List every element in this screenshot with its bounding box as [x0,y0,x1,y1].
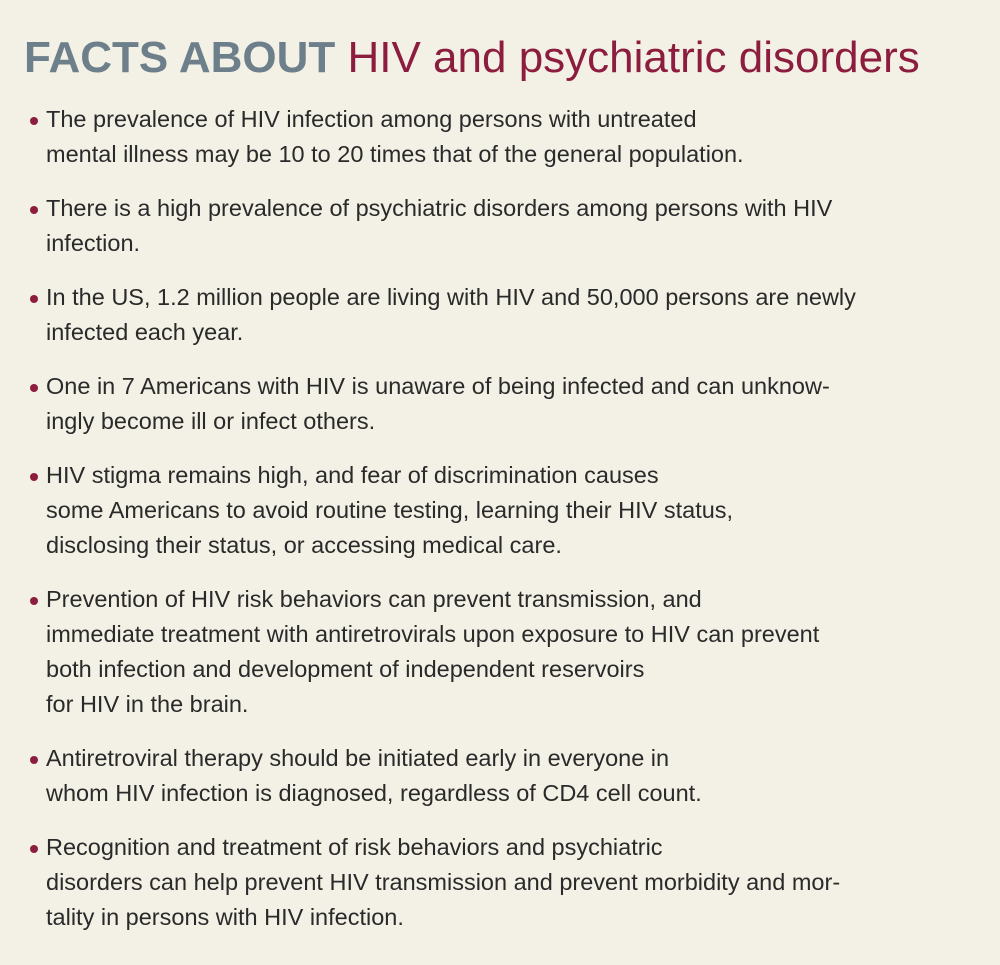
fact-text-line: for HIV in the brain. [46,691,249,717]
fact-item [24,191,980,261]
bullet-icon [30,206,38,214]
fact-item [24,369,980,439]
fact-text-line: ingly become ill or infect others. [46,408,376,434]
fact-text-line: The prevalence of HIV infection among persons with untreated [46,106,697,132]
fact-text-line: There is a high prevalence of psychiatric disorders among persons with HIV [46,195,833,221]
fact-text-line: One in 7 Americans with HIV is unaware of being infected and can unknow- [46,373,830,399]
bullet-icon [30,845,38,853]
fact-item [24,741,980,811]
fact-text-line: In the US, 1.2 million people are living with HIV and 50,000 persons are newly [46,284,856,310]
fact-text-line: whom HIV infection is diagnosed, regardless of CD4 cell count. [46,780,702,806]
title-lead: FACTS ABOUT [24,33,336,82]
bullet-icon [30,597,38,605]
fact-text-line: both infection and development of independent reservoirs [46,656,645,682]
fact-item [24,458,980,563]
fact-item [24,102,980,172]
fact-text-line: infection. [46,230,141,256]
bullet-icon [30,295,38,303]
fact-text-line: some Americans to avoid routine testing, learning their HIV status, [46,497,734,523]
fact-text-line: immediate treatment with antiretrovirals upon exposure to HIV can prevent [46,621,820,647]
fact-item [24,830,980,935]
fact-text-line: mental illness may be 10 to 20 times that of the general population. [46,141,744,167]
fact-text-line: tality in persons with HIV infection. [46,904,404,930]
bullet-icon [30,473,38,481]
fact-item [24,280,980,350]
title-topic: HIV and psychiatric disorders [347,33,920,82]
bullet-icon [30,384,38,392]
fact-text-line: Antiretroviral therapy should be initiated early in everyone in [46,745,670,771]
facts-list [24,102,980,935]
fact-text-line: disorders can help prevent HIV transmission and prevent morbidity and mor- [46,869,841,895]
bullet-icon [30,756,38,764]
fact-text-line: infected each year. [46,319,244,345]
page-title [24,30,980,86]
fact-text-line: Recognition and treatment of risk behaviors and psychiatric [46,834,663,860]
fact-text-line: Prevention of HIV risk behaviors can prevent transmission, and [46,586,702,612]
fact-text-line: disclosing their status, or accessing medical care. [46,532,562,558]
bullet-icon [30,117,38,125]
fact-item [24,582,980,722]
fact-text-line: HIV stigma remains high, and fear of discrimination causes [46,462,659,488]
